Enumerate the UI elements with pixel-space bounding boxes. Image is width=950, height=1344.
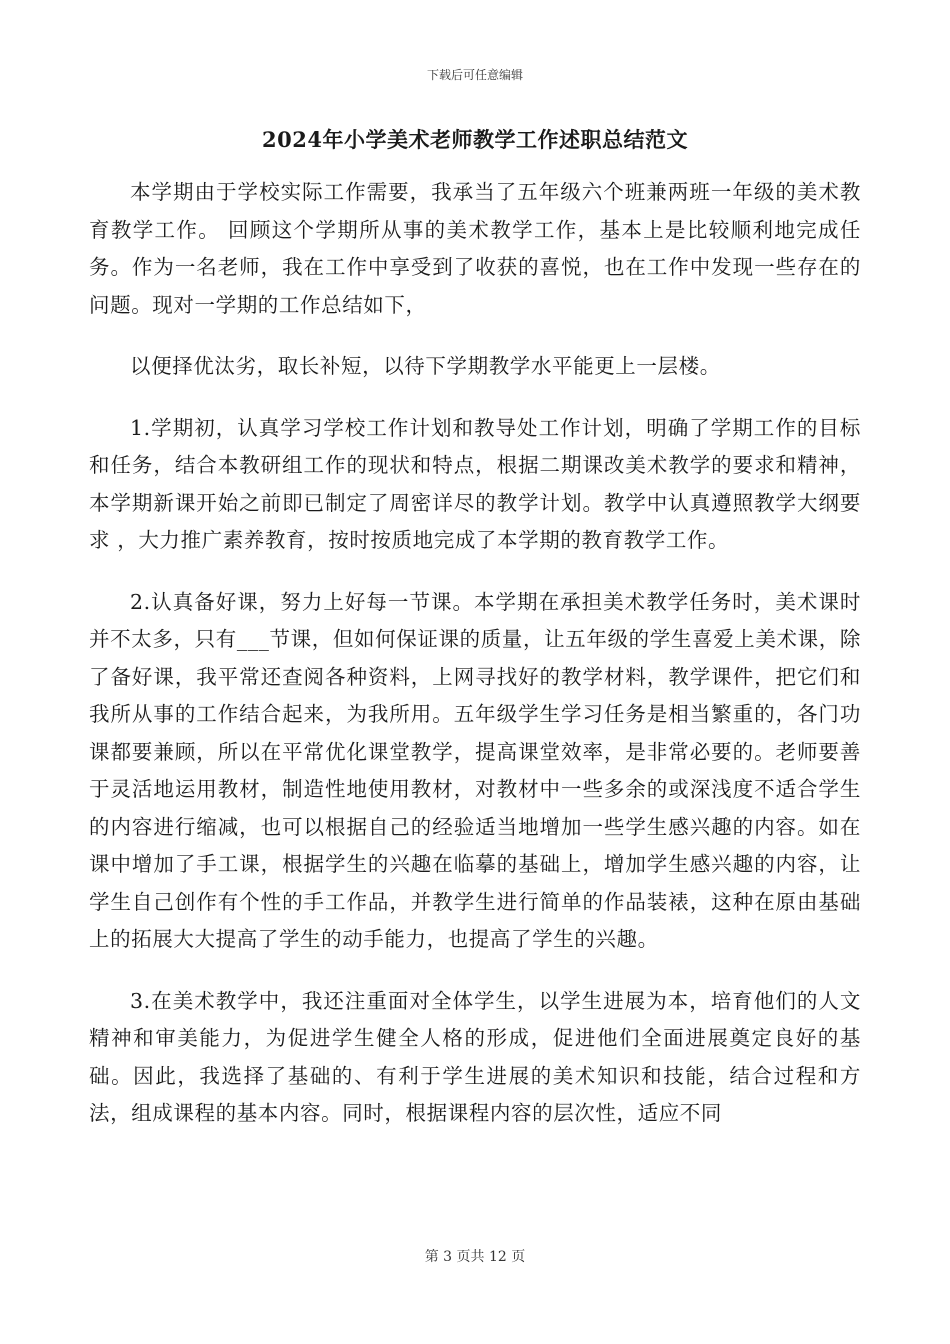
paragraph-item-2: 2.认真备好课，努力上好每一节课。本学期在承担美术教学任务时，美术课时并不太多，只有___节课，但如何保证课的质量，让五年级的学生喜爱上美术课，除了备好课，我平常还查阅各种资料，上网寻找好的教学材料，教学课件，把它们和我所从事的工作结合起来，为我所用。五年级学生学习任务是相当繁重的，各门功课都要兼顾，所以在平常优化课堂教学，提高课堂效率，是非常必要的。老师要善于灵活地运用教材，制造性地使用教材，对教材中一些多余的或深浅度不适合学生的内容进行缩减，也可以根据自己的经验适当地增加一些学生感兴趣的内容。如在课中增加了手工课，根据学生的兴趣在临摹的基础上，增加学生感兴趣的内容，让学生自己创作有个性的手工作品，并教学生进行简单的作品装裱，这种在原由基础上的拓展大大提高了学生的动手能力，也提高了学生的兴趣。 [89,589,861,951]
paragraph-item-1: 1.学期初，认真学习学校工作计划和教导处工作计划，明确了学期工作的目标和任务，结合本教研组工作的现状和特点，根据二期课改美术教学的要求和精神，本学期新课开始之前即已制定了周密详尽的教学计划。教学中认真遵照教学大纲要求 ，大力推广素养教育，按时按质地完成了本学期的教育教学工作。 [89,415,861,552]
document-title: 2024年小学美术老师教学工作述职总结范文 [262,127,688,152]
paragraph-item-3: 3.在美术教学中，我还注重面对全体学生，以学生进展为本，培育他们的人文精神和审美能力，为促进学生健全人格的形成，促进他们全面进展奠定良好的基础。因此，我选择了基础的、有利于学生进展的美术知识和技能，结合过程和方法，组成课程的基本内容。同时，根据课程内容的层次性，适应不同 [89,988,861,1125]
paragraph-intro: 本学期由于学校实际工作需要，我承当了五年级六个班兼两班一年级的美术教育教学工作。 回顾这个学期所从事的美术教学工作，基本上是比较顺利地完成任务。作为一名老师，我在工作中享受到了收获的喜悦，也在工作中发现一些存在的问题。现对一学期的工作总结如下， [89,180,861,317]
document-body [89,174,861,1157]
page-header-note: 下载后可任意编辑 [426,68,523,82]
paragraph-intro-continued: 以便择优汰劣，取长补短，以待下学期教学水平能更上一层楼。 [130,354,721,378]
page-number: 第 3 页共 12 页 [424,1249,526,1265]
